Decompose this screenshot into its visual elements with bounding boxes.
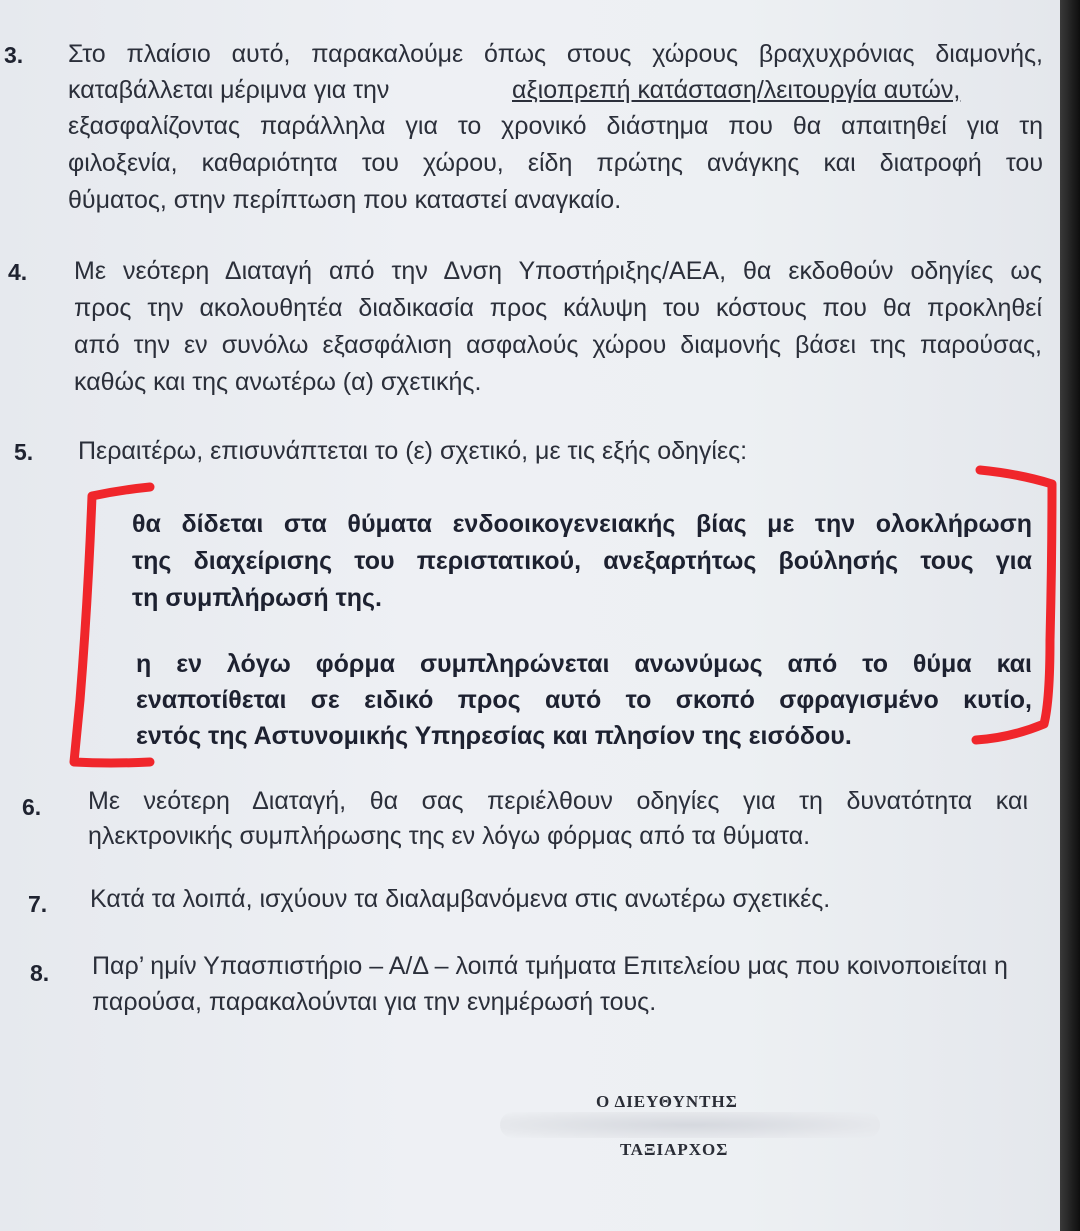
underlined-text: αξιοπρεπή κατάσταση/λειτουργία αυτών, (512, 76, 961, 104)
paragraph-line: από την εν συνόλω εξασφάλιση ασφαλούς χώρου διαμονής βάσει της παρούσας, (74, 331, 1042, 359)
paragraph-line: καθώς και της ανωτέρω (α) σχετικής. (74, 368, 482, 396)
paragraph-line: παρούσα, παρακαλούνται για την ενημέρωσή τους. (92, 988, 657, 1016)
paragraph-intro: Περαιτέρω, επισυνάπτεται το (ε) σχετικό, με τις εξής οδηγίες: (78, 437, 748, 465)
paragraph-line: Παρ’ ημίν Υπασπιστήριο – Α/Δ – λοιπά τμήματα Επιτελείου μας που κοινοποιείται η (92, 952, 1008, 980)
paragraph-number: 6. (22, 794, 42, 820)
paragraph-line: Στο πλαίσιο αυτό, παρακαλούμε όπως στους χώρους βραχυχρόνιας διαμονής, (68, 40, 1043, 68)
paragraph-line: ηλεκτρονικής συμπλήρωσης της εν λόγω φόρμας από τα θύματα. (88, 822, 811, 850)
paragraph-number: 8. (30, 960, 50, 986)
paragraph-line: εξασφαλίζοντας παράλληλα για το χρονικό διάστημα που θα απαιτηθεί για τη (68, 112, 1043, 140)
instruction-2-line: εντός της Αστυνομικής Υπηρεσίας και πλησίον της εισόδου. (136, 722, 852, 750)
paragraph-number: 4. (8, 259, 28, 285)
instruction-1-line: θα δίδεται στα θύματα ενδοοικογενειακής βίας με την ολοκλήρωση (132, 510, 1032, 538)
paragraph-line: Κατά τα λοιπά, ισχύουν τα διαλαμβανόμενα στις ανωτέρω σχετικές. (90, 885, 831, 913)
instruction-2-line: η εν λόγω φόρμα συμπληρώνεται ανωνύμως από το θύμα και (136, 650, 1032, 678)
left-bracket (74, 487, 150, 763)
signature-title: Ο ΔΙΕΥΘΥΝΤΗΣ (596, 1092, 738, 1111)
redacted-name (500, 1112, 880, 1138)
signature-rank: ΤΑΞΙΑΡΧΟΣ (620, 1140, 729, 1159)
paragraph-line: Με νεότερη Διαταγή από την Δνση Υποστήριξης/ΑΕΑ, θα εκδοθούν οδηγίες ως (74, 257, 1042, 285)
paragraph-number: 7. (28, 891, 48, 917)
paragraph-number: 3. (4, 42, 24, 68)
instruction-2-line: εναποτίθεται σε ειδικό προς αυτό το σκοπό σφραγισμένο κυτίο, (136, 686, 1032, 714)
instruction-1-line: τη συμπλήρωσή της. (132, 584, 382, 612)
right-bracket (976, 470, 1052, 740)
monitor-bezel (1060, 0, 1080, 1231)
paragraph-line: προς την ακολουθητέα διαδικασία προς κάλυψη του κόστους που θα προκληθεί (74, 294, 1042, 322)
paragraph-line: θύματος, στην περίπτωση που καταστεί αναγκαίο. (68, 186, 622, 214)
instruction-1-line: της διαχείρισης του περιστατικού, ανεξαρτήτως βούλησής τους για (132, 547, 1032, 575)
paragraph-number: 5. (14, 439, 34, 465)
paragraph-line: καταβάλλεται μέριμνα για την (68, 76, 390, 104)
paragraph-line: φιλοξενία, καθαριότητα του χώρου, είδη πρώτης ανάγκης και διατροφή του (68, 149, 1043, 177)
paragraph-line: Με νεότερη Διαταγή, θα σας περιέλθουν οδηγίες για τη δυνατότητα και (88, 787, 1028, 815)
